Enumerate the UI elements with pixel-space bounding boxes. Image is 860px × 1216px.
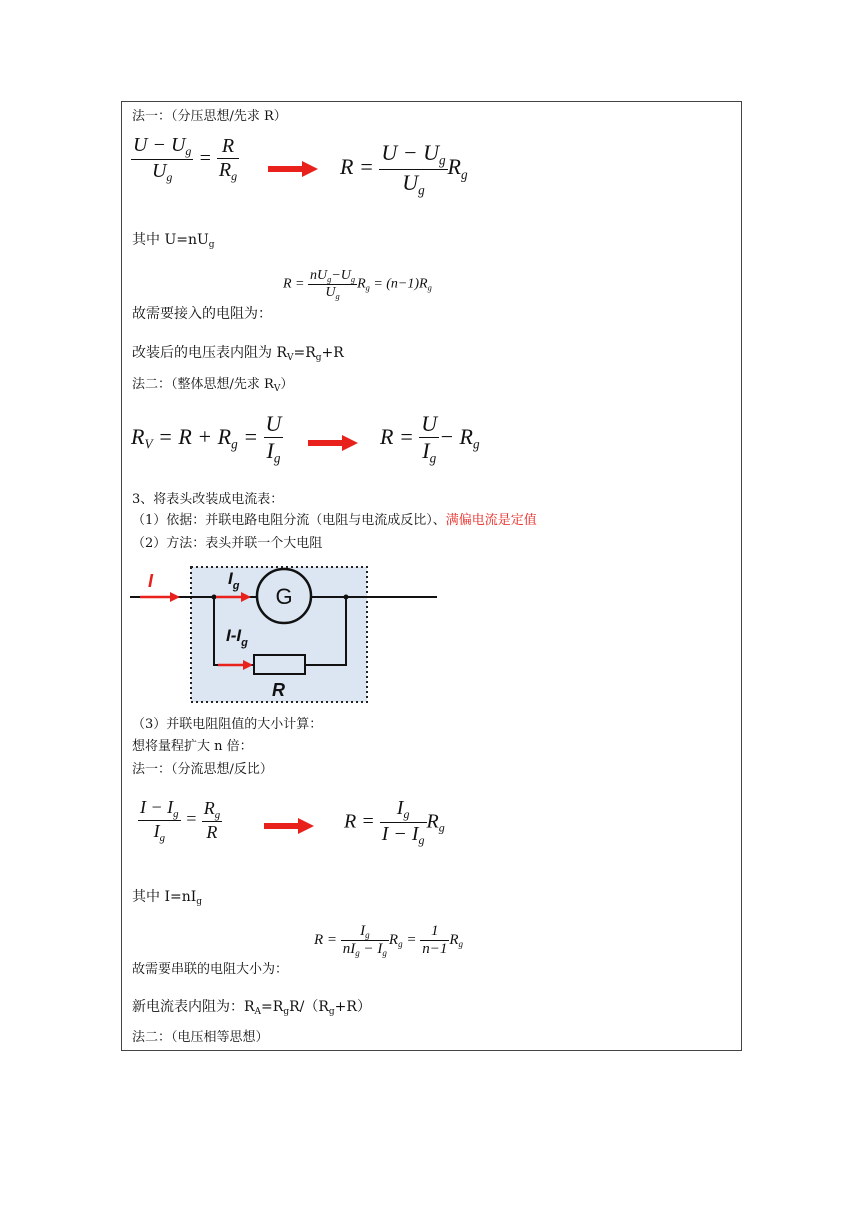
equation-rv: $R_V = R + R_g$ = $\frac{U}{I_g}$ (131, 411, 282, 466)
equation-r-parallel: R = $\frac{I_g}{nI_g - I_g}$ $R_g$ = $\frac{1}{n-1}$ $R_g$ (314, 923, 464, 959)
where-i: 其中 $I=nI_g$ (132, 889, 203, 907)
need-parallel-text: 故需要串联的电阻大小为： (132, 962, 289, 977)
method1-title: 法一：（分压思想/先求 R） (132, 109, 287, 124)
equation-r-n: R = $\frac{nU_g-U_g}{U_g}$ $R_g = (n-1)R_g$ (283, 268, 432, 301)
ammeter-resistance: 新电流表内阻为：$R_A=R_gR/(R_g+R)$ (132, 999, 371, 1017)
voltmeter-resistance: 改装后的电压表内阻为 $R_V=R_g+R$ (132, 345, 344, 363)
equation-voltage-divider: $\frac{U - U_g}{U_g}$ = $\frac{R}{R_g}$ (133, 134, 238, 185)
resistor-symbol (254, 655, 305, 674)
circuit-diagram (128, 562, 440, 704)
method1b-title: 法一：（分流思想/反比） (132, 762, 273, 777)
want-line: 想将量程扩大 n 倍： (132, 739, 253, 754)
basis-line: （1）依据：并联电路电阻分流（电阻与电流成反比）、满偏电流是定值 (132, 513, 537, 528)
where-u: 其中 $U=nU_g$ (132, 232, 215, 250)
label-I-Ig: $I-I_g$ (226, 626, 248, 649)
method-line: （2）方法：表头并联一个大电阻 (132, 536, 323, 551)
section3-heading: 3、将表头改装成电流表： (132, 492, 284, 507)
label-I: I (148, 571, 154, 591)
label-Ig: $I_g$ (228, 569, 240, 592)
label-R: R (272, 680, 285, 700)
arrow-right-icon (268, 161, 318, 177)
equation-result-r: R = $\frac{U - U_g}{U_g}$ $R_g$ (340, 140, 468, 198)
current-arrow-I (170, 592, 180, 602)
equation-r-current: R = $\frac{I_g}{I - I_g}$ $R_g$ (344, 797, 445, 848)
method2-title: 法二：（整体思想/先求 $R_V$） (132, 377, 294, 394)
method2b-title: 法二：（电压相等思想） (132, 1030, 269, 1045)
equation-r-result2: R = $\frac{U}{I_g}$ − $R_g$ (380, 411, 480, 466)
arrow-right-icon (308, 435, 358, 451)
need-resistor-text: 故需要接入的电阻为： (132, 306, 272, 322)
calc-heading: （3）并联电阻阻值的大小计算： (132, 717, 323, 732)
equation-current-divider: $\frac{I - I_g}{I_g}$ = $\frac{R_g}{R}$ (140, 797, 221, 844)
arrow-right-icon (264, 818, 314, 834)
galvanometer-label: G (275, 584, 293, 609)
